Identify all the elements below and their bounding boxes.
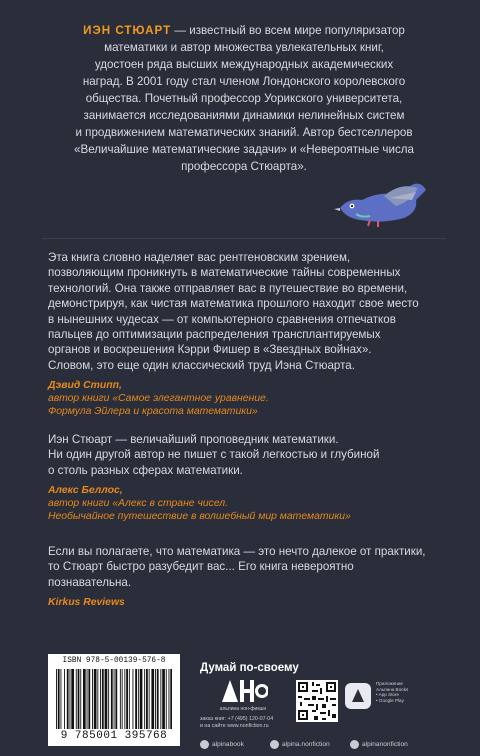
bio-line: удостоен ряда высших международных академических: [94, 58, 394, 71]
vk-icon: [200, 740, 209, 749]
isbn-number: ISBN 978-5-00139-576-8: [62, 657, 166, 665]
quote-author: Kirkus Reviews: [48, 597, 125, 609]
author-name: ИЭН СТЮАРТ: [83, 24, 172, 37]
app-icon: [344, 682, 372, 710]
order-line: и на сайте www.nonfiction.ru: [200, 723, 269, 729]
social-link-vk[interactable]: [200, 740, 244, 749]
order-info: [200, 716, 273, 730]
ean-number: 9 785001 395768: [60, 730, 168, 742]
app-info: [376, 681, 436, 703]
alpina-logo-icon: [220, 678, 268, 704]
social-link-facebook[interactable]: [270, 740, 330, 749]
review-quote: [48, 250, 448, 418]
social-handle: alpinanonfiction: [362, 741, 408, 748]
quote-text: [48, 544, 448, 590]
bio-line: занимается исследованиями динамики нелинейных систем: [83, 109, 405, 122]
bio-line: общества. Почетный профессор Уорикского университета,: [85, 92, 403, 105]
quote-line: Словом, это еще один классический труд Иэна Стюарта.: [48, 358, 355, 372]
bio-line: — известный во всем мире популяризатор: [171, 24, 405, 37]
barcode: [48, 654, 180, 746]
quote-attribution: [48, 596, 448, 609]
bio-line: математики и автор множества увлекательных книг,: [104, 41, 384, 54]
quote-attribution: [48, 484, 448, 523]
quote-text: [48, 432, 448, 478]
quote-line: технологий. Она также отправляет вас в путешествие во времени,: [48, 281, 408, 295]
quote-line: то Стюарт быстро разубедит вас... Его книга невероятно: [48, 560, 354, 574]
pigeon-illustration: [330, 178, 434, 228]
quote-source: автор книги «Самое элегантное уравнение.: [48, 393, 269, 405]
quote-line: Если вы полагаете, что математика — это нечто далекое от практики,: [48, 545, 426, 558]
bio-line: «Величайшие математические задачи» и «Невероятные числа: [74, 143, 414, 156]
bio-line: наград. В 2001 году стал членом Лондонского королевского: [82, 75, 406, 88]
app-line: • App Store: [376, 692, 400, 698]
quote-line: пальцев до оптимизации распределения трансплантируемых: [48, 328, 381, 342]
app-line: Альпина Books: [376, 686, 409, 692]
quote-author: Алекс Беллос,: [48, 485, 123, 497]
app-line: • Google Play: [376, 697, 404, 703]
quote-line: демонстрируя, как чистая математика прошлого находит свое место: [48, 297, 419, 311]
divider: [42, 238, 446, 239]
quote-line: органов и воскрешения Кэрри Фишер в «Звездных войнах».: [48, 343, 372, 357]
publisher-slogan: Думай по-своему: [200, 662, 299, 674]
publisher-footer: [0, 650, 480, 756]
app-line: Приложение: [376, 681, 403, 686]
review-quote: [48, 432, 448, 523]
quote-line: Иэн Стюарт — величайший проповедник математики.: [48, 433, 339, 446]
quote-source: автор книги «Алекс в стране чисел.: [48, 498, 228, 510]
order-line: заказ книг: +7 (495) 120-07-04: [200, 716, 274, 722]
quote-author: Дэвид Стипп,: [48, 380, 122, 392]
quote-source: Формула Эйлера и красота математики»: [48, 406, 258, 418]
quote-line: позволяющим проникнуть в математические тайны современных: [48, 266, 401, 280]
quote-text: [48, 250, 448, 373]
quote-line: познавательна.: [48, 575, 132, 589]
quote-line: о столь разных сферах математики.: [48, 463, 243, 477]
author-bio: [34, 22, 454, 175]
instagram-icon: [350, 740, 359, 749]
bio-line: профессора Стюарта».: [181, 160, 307, 173]
review-quote: [48, 544, 448, 609]
quote-attribution: [48, 379, 448, 418]
barcode-bars: [56, 669, 172, 729]
logo-caption: альпина нон-фикшн: [219, 706, 267, 712]
quote-line: Ни один другой автор не пишет с такой легкостью и глубиной: [48, 448, 380, 462]
qr-code-icon: [296, 680, 338, 722]
social-handle: alpinabook: [212, 741, 244, 748]
quote-source: Необычайное путешествие в волшебный мир математики»: [48, 511, 351, 523]
quote-line: Эта книга словно наделяет вас рентгеновским зрением,: [48, 251, 351, 264]
social-link-instagram[interactable]: [350, 740, 408, 749]
quote-line: в нынешних чудесах — от компьютерного сравнения отпечатков: [48, 312, 396, 326]
social-handle: alpina.nonfiction: [282, 741, 330, 748]
bio-line: и продвижением математических знаний. Автор бестселлеров: [75, 126, 413, 139]
facebook-icon: [270, 740, 279, 749]
